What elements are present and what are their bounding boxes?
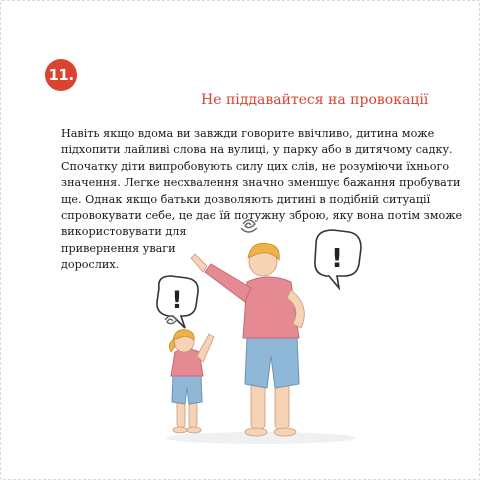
body-line: значення. Легке несхвалення значно зменшує бажання пробувати — [61, 176, 461, 190]
body-line: використовувати для — [61, 225, 187, 239]
tip-number: 11. — [48, 66, 74, 84]
exclamation-bubble-icon — [315, 230, 361, 288]
svg-text:!: ! — [171, 286, 183, 314]
swirl-icon — [241, 220, 257, 232]
body-line: привернення уваги — [61, 241, 176, 255]
parent-child-illustration — [151, 206, 371, 456]
tip-number-badge — [45, 59, 77, 91]
page-title: Не піддавайтеся на провокації — [201, 92, 429, 108]
child-figure — [169, 330, 214, 433]
svg-text:!: ! — [331, 244, 343, 274]
body-line: ще. Однак якщо батьки дозволяють дитині в подібній ситуації — [61, 192, 431, 206]
body-line: спровокувати себе, це дає їй потужну зброю, яку вона потім зможе — [61, 209, 463, 223]
body-line: підхопити лайливі слова на вулиці, у парку або в дитячому садку. — [61, 143, 453, 157]
body-line: Навіть якщо вдома ви завжди говорите ввічливо, дитина може — [61, 127, 435, 140]
body-line: Спочатку діти випробовують силу цих слів, не розуміючи їхнього — [61, 159, 450, 173]
swirl-icon — [165, 316, 177, 324]
body-line: дорослих. — [61, 258, 120, 272]
